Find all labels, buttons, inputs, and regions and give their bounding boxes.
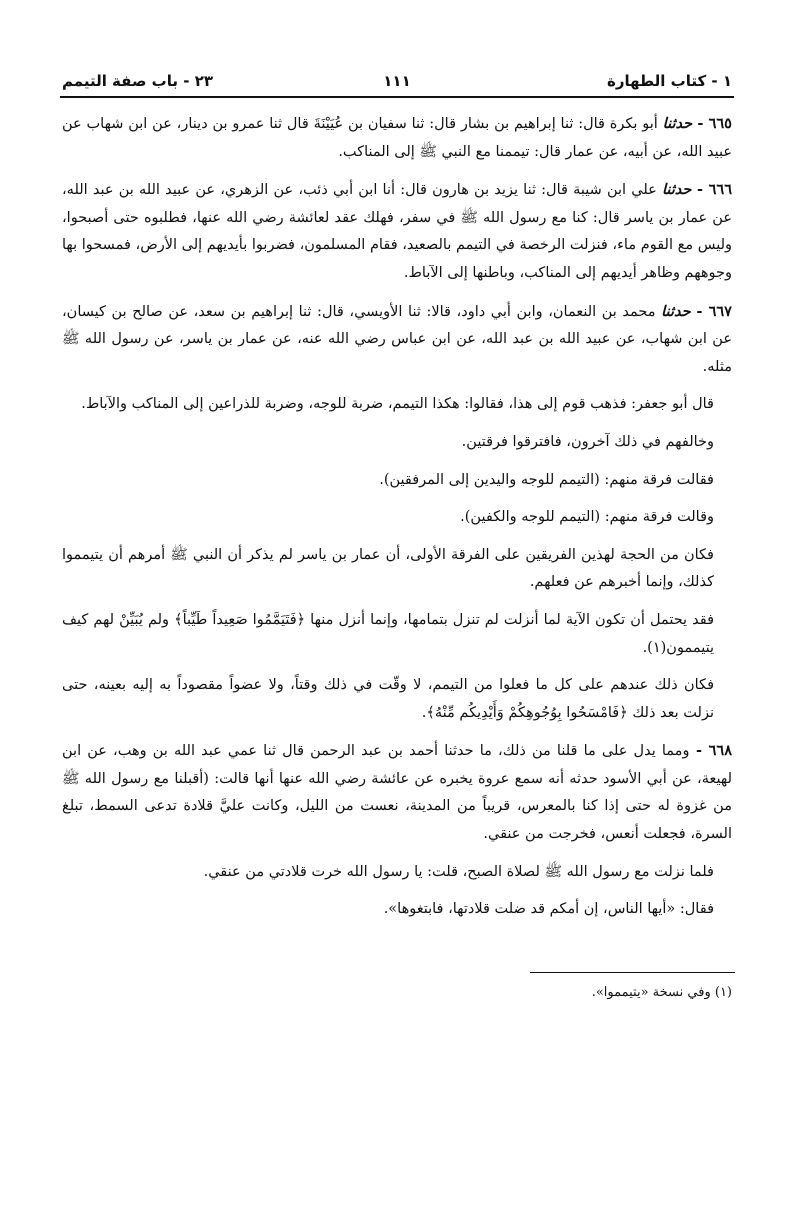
hadith-number: ٦٦٥ - [692,115,732,132]
discussion-paragraph [62,672,732,727]
paragraph-text: وخالفهم في ذلك آخرون، فافترقوا فرقتين. [461,433,714,450]
footnote: (١) وفي نسخة «يتيمموا». [591,985,732,1000]
book-title: ١ - كتاب الطهارة [606,72,732,90]
hadith-paragraph [62,110,732,166]
page-header [62,66,732,94]
hadith-paragraph [62,176,732,287]
paragraph-text: قال أبو جعفر: فذهب قوم إلى هذا، فقالوا: هكذا التيمم، ضربة للوجه، وضربة للذراعين إلى المناكب والآباط. [81,396,714,413]
discussion-paragraph [62,391,732,419]
hadith-number: ٦٦٧ - [690,302,732,320]
hadith-number: ٦٦٨ - [689,742,732,760]
paragraph-text: علي ابن شيبة قال: ثنا يزيد بن هارون قال: أنا ابن أبي ذئب، عن الزهري، عن عبيد الله بن عبد الله، عن عمار بن ياسر قال: كنا مع رسول الله ﷺ في سفر، فهلك عقد لعائشة رضي الله عنها، فطلبوه حتى أصبحوا، وليس مع القوم ماء، فنزلت الرخصة في التيمم بالصعيد، فقام المسلمون، فضربوا بأيديهم إلى الأرض، فمسحوا بها وجوههم وظاهر أيديهم إلى المناكب، وباطنها إلى الآباط. [62,182,732,281]
discussion-paragraph [62,429,732,457]
paragraph-text: فقد يحتمل أن تكون الآية لما أنزلت لم تنزل بتمامها، وإنما أنزل منها ﴿فَتَيَمَّمُوا صَعِيداً طَيِّباً﴾ ولم يُبَيِّنْ لهم كيف يتيممون(١). [62,611,714,656]
discussion-paragraph [62,467,732,495]
discussion-paragraph [62,859,732,887]
narration-keyword: حدثنا [662,115,693,132]
header-divider [60,96,734,98]
paragraph-text: أبو بكرة قال: ثنا إبراهيم بن بشار قال: ثنا سفيان بن عُيَيْنَةَ قال ثنا عمرو بن دينار، عن ابن شهاب عن عبيد الله، عن أبيه، عن عمار قال: تيممنا مع النبي ﷺ إلى المناكب. [62,116,732,160]
footnote-divider [530,972,735,973]
narration-keyword: حدثنا [661,302,691,320]
paragraph-text: فكان من الحجة لهذين الفريقين على الفرقة الأولى، أن عمار بن ياسر لم يذكر أن النبي ﷺ أمرهم أن يتيمموا كذلك، وإنما أخبرهم عن فعلهم. [62,546,714,591]
hadith-paragraph [62,737,732,848]
discussion-paragraph [62,896,732,924]
paragraph-text: فقالت فرقة منهم: (التيمم للوجه واليدين إلى المرفقين). [379,471,714,488]
chapter-title: ٢٣ - باب صفة التيمم [62,72,213,90]
paragraph-text: فكان ذلك عندهم على كل ما فعلوا من التيمم، لا وقّت في ذلك وقتاً، ولا عضواً مقصوداً به إليه بعينه، حتى نزلت بعد ذلك ﴿فَامْسَحُوا بِوُجُوهِكُمْ وَأَيْدِيكُم مِّنْهُ﴾. [62,677,714,721]
paragraph-text: فقال: «أيها الناس، إن أمكم قد ضلت قلادتها، فابتغوها». [383,901,714,918]
paragraph-text: وقالت فرقة منهم: (التيمم للوجه والكفين). [460,509,714,526]
narration-keyword: حدثنا [661,181,692,199]
body-text [62,110,732,934]
paragraph-text: ومما يدل على ما قلنا من ذلك، ما حدثنا أحمد بن عبد الرحمن قال ثنا عمي عبد الله بن وهب، عن ابن لهيعة، عن أبي الأسود حدثه أنه سمع عروة يخبره عن عائشة رضي الله عنها أنها قالت: (أقبلنا مع رسول الله ﷺ من غزوة له حتى إذا كنا بالمعرس، قريباً من المدينة، نعست من الليل، وكانت عليَّ قلادة تدعى السمط، تبلغ السرة، فجعلت أنعس، فخرجت من عنقي. [62,743,732,843]
page-number: ١١١ [383,72,411,90]
discussion-paragraph [62,607,732,662]
hadith-number: ٦٦٦ - [691,181,732,199]
paragraph-text: فلما نزلت مع رسول الله ﷺ لصلاة الصبح، قلت: يا رسول الله خرت قلادتي من عنقي. [203,863,714,880]
paragraph-text: محمد بن النعمان، وابن أبي داود، قالا: ثنا الأويسي، قال: ثنا إبراهيم بن سعد، عن صالح بن كيسان، عن ابن شهاب، عن عبيد الله بن عبد الله، عن ابن عباس رضي الله عنه، عن عمار بن ياسر، عن رسول الله ﷺ مثله. [62,303,732,375]
hadith-paragraph [62,298,732,382]
discussion-paragraph [62,542,732,597]
discussion-paragraph [62,504,732,532]
